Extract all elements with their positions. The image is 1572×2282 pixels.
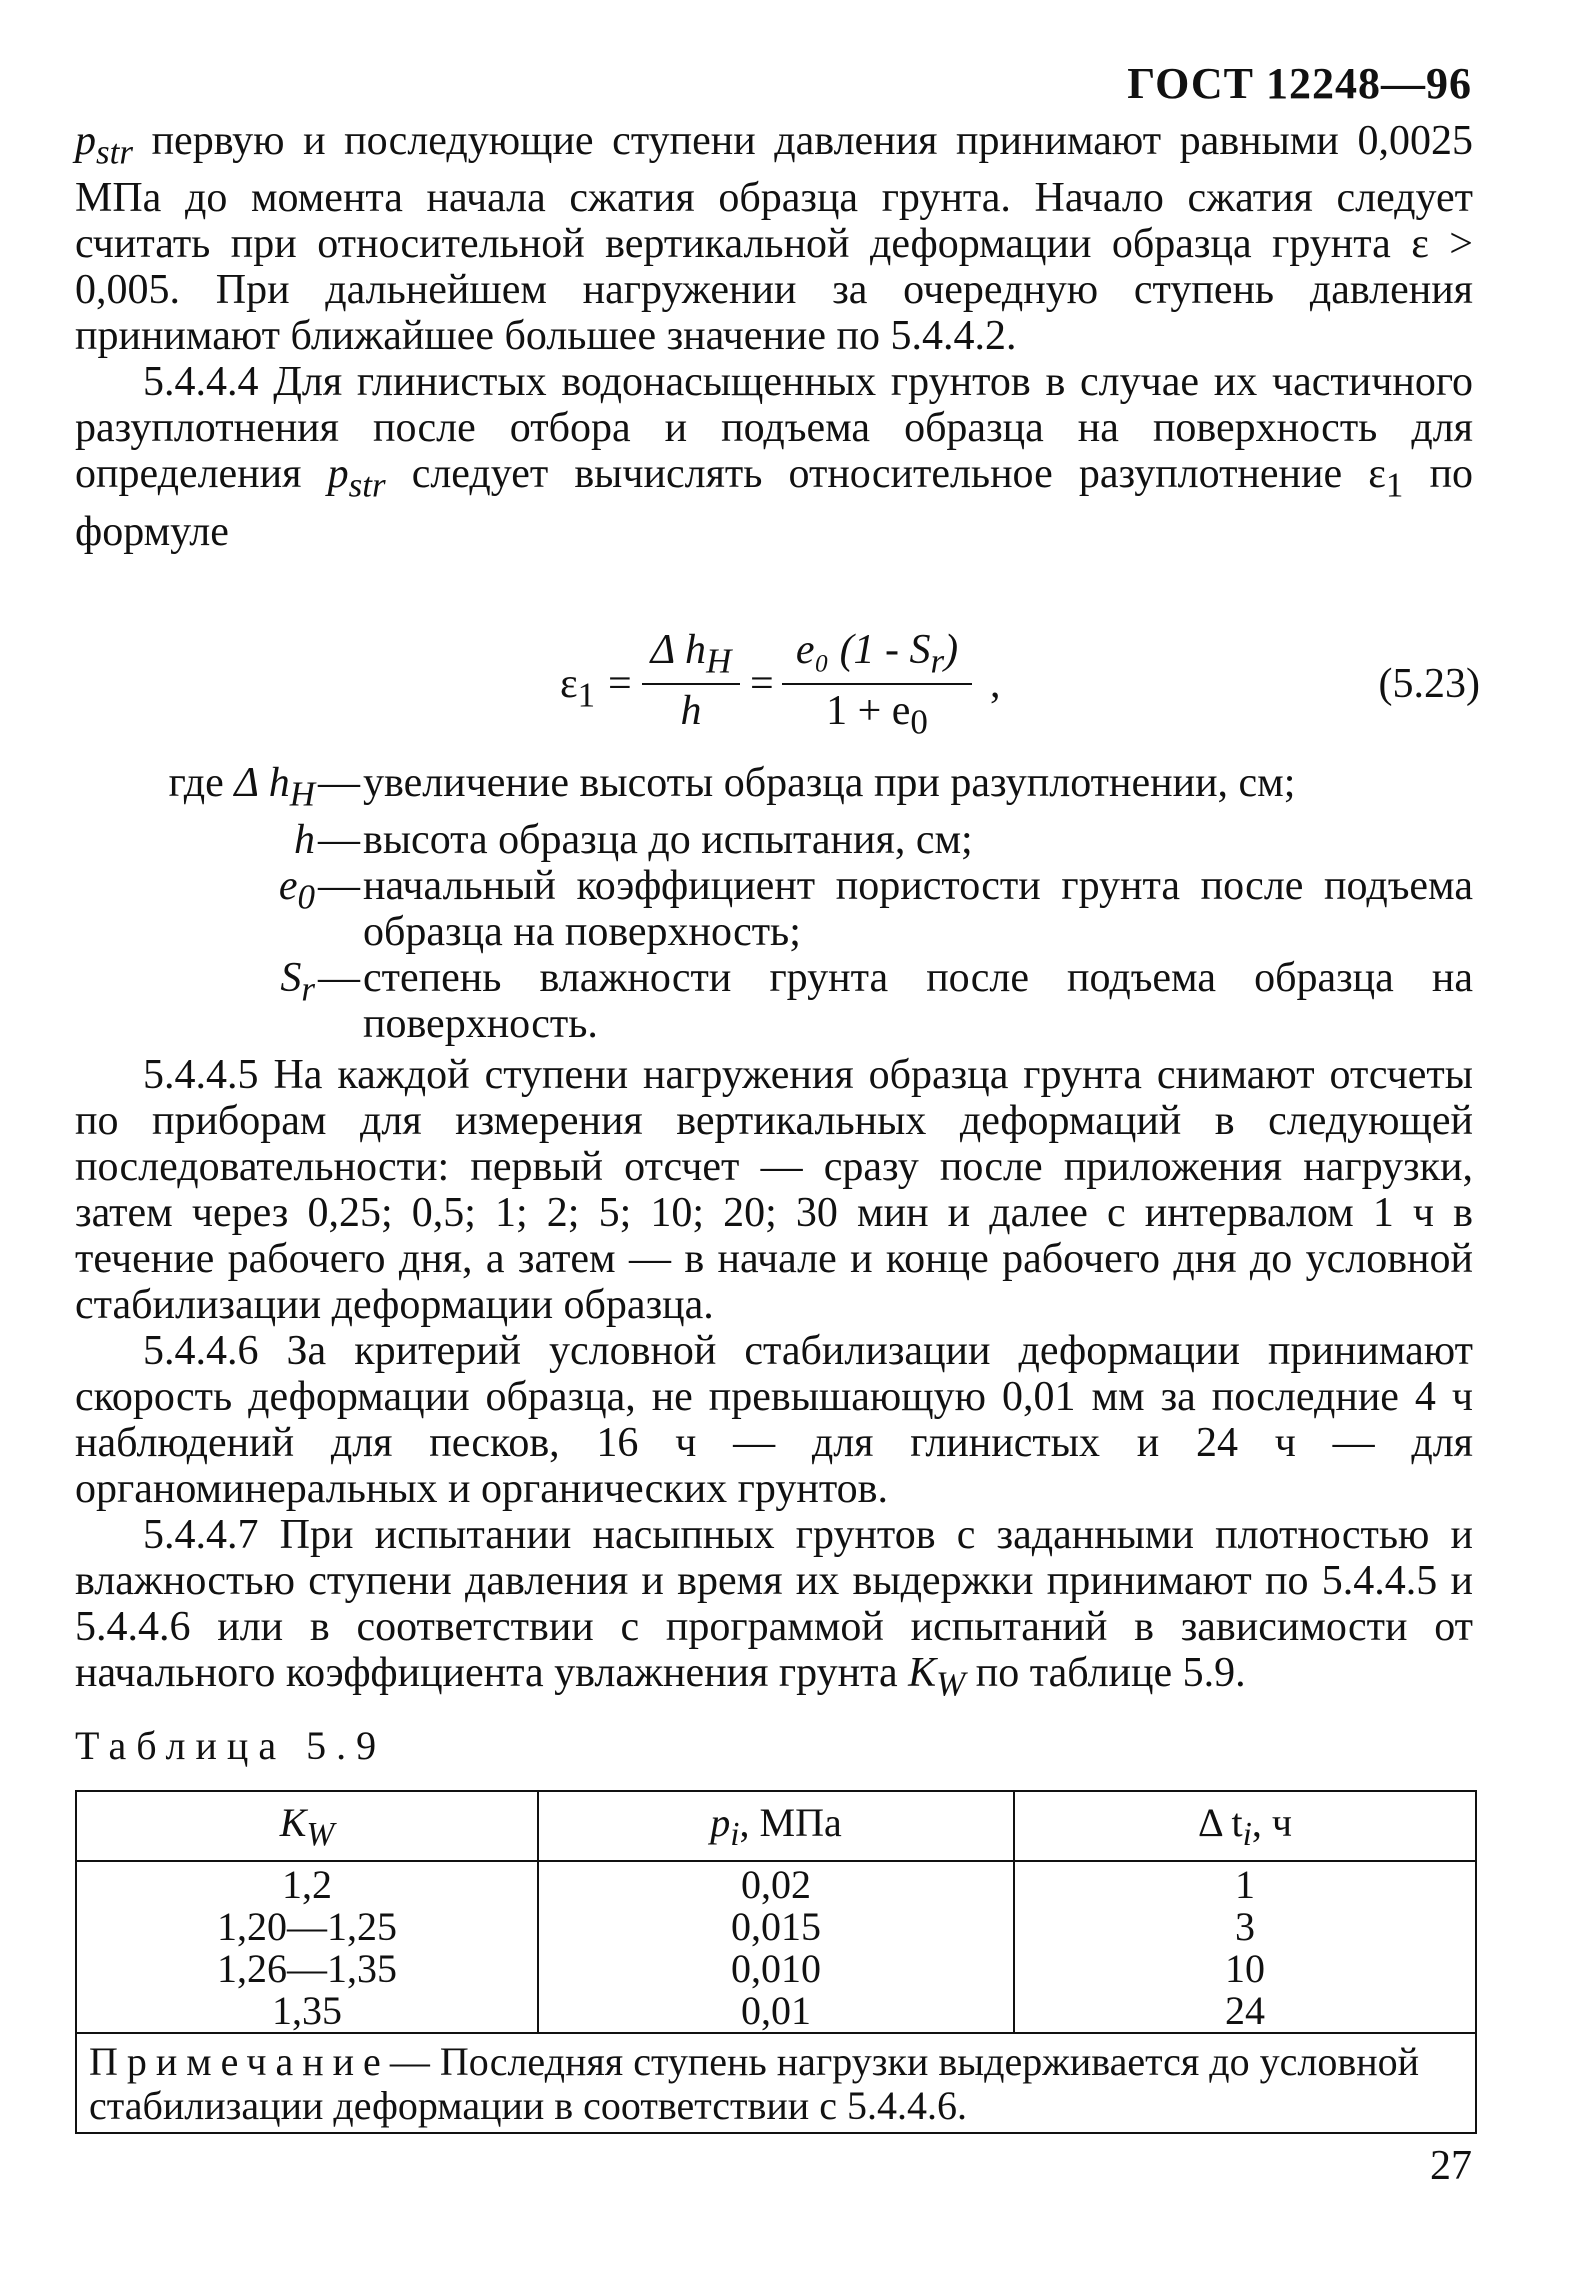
page-number: 27 <box>1430 2143 1472 2189</box>
fraction-porosity: $\frac{e_0 (1 - S_r)}{1 + e_0}$ <box>782 626 972 743</box>
header-ti: Δ $t_i$, ч <box>1014 1791 1476 1861</box>
clause-5-4-4-5: 5.4.4.5 На каждой ступени нагружения образца грунта снимают отсчеты по приборам для измерения вертикальных деформаций в следующей последовательности: первый отсчет — сразу после приложения нагрузки, затем через 0,25; 0,5; 1; 2; 5; 10; 20; 30 мин и далее с интервалом 1 ч в течение рабочего дня, а затем — в начале и конце рабочего дня до условной стабилизации деформации образца. <box>75 1052 1473 1328</box>
paragraph-continuation <box>75 118 1473 555</box>
definition-row: $e_0$ — начальный коэффициент пористости грунта после подъема образца на поверхность; <box>278 863 1473 956</box>
clause-5-4-4-4: 5.4.4.4 Для глинистых водонасыщенных грунтов в случае их частичного разуплотнения после отбора и подъема образца на поверхность для определения $p_{str}$ следует вычислять относительное разуплотнение $\varepsilon_1$ по формуле <box>75 359 1474 555</box>
definition-row: h — высота образца до испытания, см; <box>294 817 973 864</box>
formula-lhs: $\varepsilon_1$ <box>560 661 596 715</box>
header-pi: $p_i$, МПа <box>538 1791 1014 1861</box>
paragraph-text: первую и последующие ступени давления принимают равными 0,0025 МПа до момента начала сжатия образца грунта. Начало сжатия следует считать при относительной вертикальной деформации образца грунта ε > 0,005. При дальнейшем нагружении за очередную ступень давления принимают ближайшее большее значение по 5.4.4.2. <box>75 118 1473 360</box>
variable-definitions <box>75 760 1473 1047</box>
pi-column: 0,02 0,015 0,010 0,01 <box>538 1861 1014 2033</box>
fraction-height-ratio: $\frac{\Delta h_H}{h}$ <box>642 626 740 735</box>
pressure-symbol: $p_{str}$ <box>75 118 133 172</box>
document-code: ГОСТ 12248—96 <box>1127 59 1472 108</box>
clauses-block <box>75 1052 1473 1707</box>
clause-5-4-4-6: 5.4.4.6 За критерий условной стабилизации деформации принимают скорость деформации образца, не превышающую 0,01 мм за последние 4 ч наблюдений для песков, 16 ч — для глинистых и 24 ч — для органоминеральных и органических грунтов. <box>75 1328 1473 1512</box>
header-kw: $K_W$ <box>76 1791 538 1861</box>
formula-5-23: $\varepsilon_1$ = $\frac{\Delta h_H}{h}$ = $\frac{e_0 (1 - S_r)}{1 + e_0}$ , (5.23) <box>560 627 1480 742</box>
clause-5-4-4-7: 5.4.4.7 При испытании насыпных грунтов с заданными плотностью и влажностью ступени давления и время их выдержки принимают по 5.4.4.5 и 5.4.4.6 или в соответствии с программой испытаний в зависимости от начального коэффициента увлажнения грунта $K_W$ по таблице 5.9. <box>75 1512 1473 1704</box>
table-values-row <box>76 1861 1476 2033</box>
table-note: Примечание— Последняя ступень нагрузки выдерживается до условной стабилизации деформации в соответствии с 5.4.4.6. <box>76 2033 1476 2133</box>
table-caption: Таблица 5.9 <box>75 1723 387 1768</box>
ti-column: 1 3 10 24 <box>1014 1861 1476 2033</box>
formula-number: (5.23) <box>1378 661 1480 707</box>
table-header-row <box>76 1791 1476 1861</box>
table-note-row <box>76 2033 1476 2133</box>
kw-column: 1,2 1,20—1,25 1,26—1,35 1,35 <box>76 1861 538 2033</box>
definition-row: где Δ $h_H$ — увеличение высоты образца при разуплотнении, см; <box>168 760 1296 814</box>
table-5-9 <box>75 1790 1477 2134</box>
definition-row: $S_r$ — степень влажности грунта после подъема образца на поверхность. <box>280 955 1473 1048</box>
